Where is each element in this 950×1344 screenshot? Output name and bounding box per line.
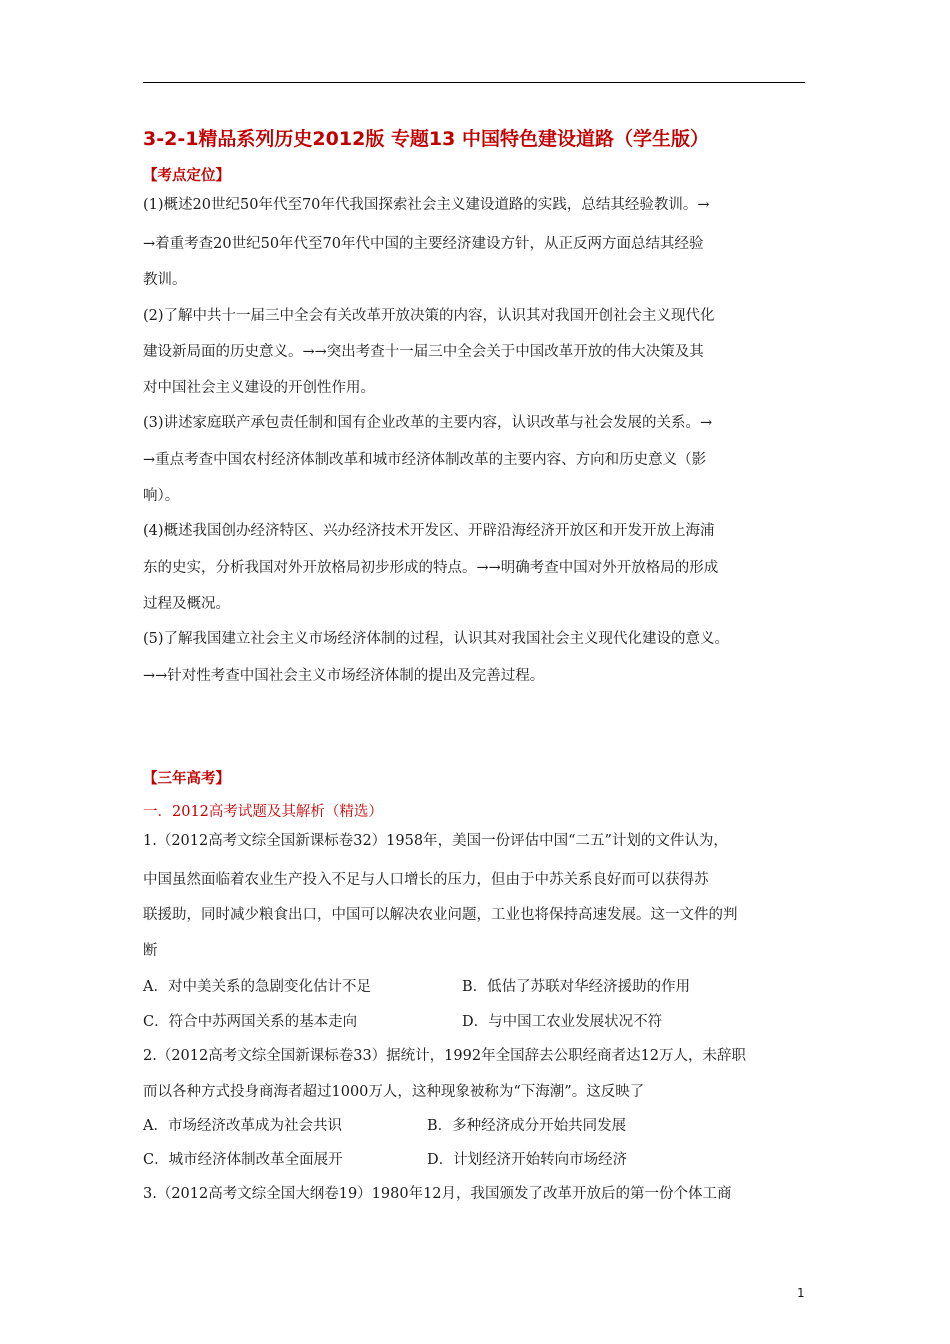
option-c: C．符合中苏两国关系的基本走向 <box>143 1014 358 1030</box>
question-line: 3.（2012高考文综全国大纲卷19）1980年12月，我国颁发了改革开放后的第一份个体工商 <box>143 1186 732 1202</box>
kaodian-line: →→针对性考查中国社会主义市场经济体制的提出及完善过程。 <box>143 668 545 684</box>
question-line: 断 <box>143 943 158 959</box>
option-a: A．市场经济改革成为社会共识 <box>143 1118 342 1134</box>
kaodian-line: 建设新局面的历史意义。→→突出考查十一届三中全会关于中国改革开放的伟大决策及其 <box>143 344 704 360</box>
page-number: 1 <box>797 1286 805 1300</box>
kaodian-line: 对中国社会主义建设的开创性作用。 <box>143 380 375 396</box>
option-d: D．与中国工农业发展状况不符 <box>462 1014 663 1030</box>
kaodian-line: →着重考查20世纪50年代至70年代中国的主要经济建设方针，从正反两方面总结其经验 <box>143 236 704 252</box>
question-line: 1.（2012高考文综全国新课标卷32）1958年，美国一份评估中国“二五”计划的文件认为， <box>143 833 728 849</box>
option-b: B．多种经济成分开始共同发展 <box>427 1118 627 1134</box>
kaodian-line: →重点考查中国农村经济体制改革和城市经济体制改革的主要内容、方向和历史意义（影 <box>143 452 707 468</box>
kaodian-line: (4)概述我国创办经济特区、兴办经济技术开发区、开辟沿海经济开放区和开发开放上海浦 <box>143 523 715 539</box>
kaodian-line: (5)了解我国建立社会主义市场经济体制的过程，认识其对我国社会主义现代化建设的意义。 <box>143 631 730 647</box>
subsection-heading: 一．2012高考试题及其解析（精选） <box>143 804 383 820</box>
kaodian-line: 教训。 <box>143 272 187 288</box>
kaodian-line: 响）。 <box>143 488 180 504</box>
section-heading-kaodian: 【考点定位】 <box>143 168 230 184</box>
question-line: 而以各种方式投身商海者超过1000万人，这种现象被称为“下海潮”。这反映了 <box>143 1084 645 1100</box>
kaodian-line: (3)讲述家庭联产承包责任制和国有企业改革的主要内容，认识改革与社会发展的关系。→ <box>143 415 713 431</box>
header-rule <box>143 82 805 83</box>
option-d: D．计划经济开始转向市场经济 <box>427 1152 628 1168</box>
question-line: 2.（2012高考文综全国新课标卷33）据统计，1992年全国辞去公职经商者达12万人，未辞职 <box>143 1048 747 1064</box>
document-title: 3-2-1精品系列历史2012版 专题13 中国特色建设道路（学生版） <box>143 128 709 150</box>
question-line: 联援助，同时减少粮食出口，中国可以解决农业问题，工业也将保持高速发展。这一文件的判 <box>143 907 738 923</box>
option-b: B．低估了苏联对华经济援助的作用 <box>462 979 691 995</box>
kaodian-line: (2)了解中共十一届三中全会有关改革开放决策的内容，认识其对我国开创社会主义现代化 <box>143 308 715 324</box>
option-a: A．对中美关系的急剧变化估计不足 <box>143 979 371 995</box>
kaodian-line: 过程及概况。 <box>143 596 230 612</box>
kaodian-line: 东的史实，分析我国对外开放格局初步形成的特点。→→明确考查中国对外开放格局的形成 <box>143 560 719 576</box>
section-heading-sannian: 【三年高考】 <box>143 771 230 787</box>
kaodian-line: (1)概述20世纪50年代至70年代我国探索社会主义建设道路的实践，总结其经验教训。→ <box>143 197 710 213</box>
option-c: C．城市经济体制改革全面展开 <box>143 1152 343 1168</box>
question-line: 中国虽然面临着农业生产投入不足与人口增长的压力，但由于中苏关系良好而可以获得苏 <box>143 872 709 888</box>
